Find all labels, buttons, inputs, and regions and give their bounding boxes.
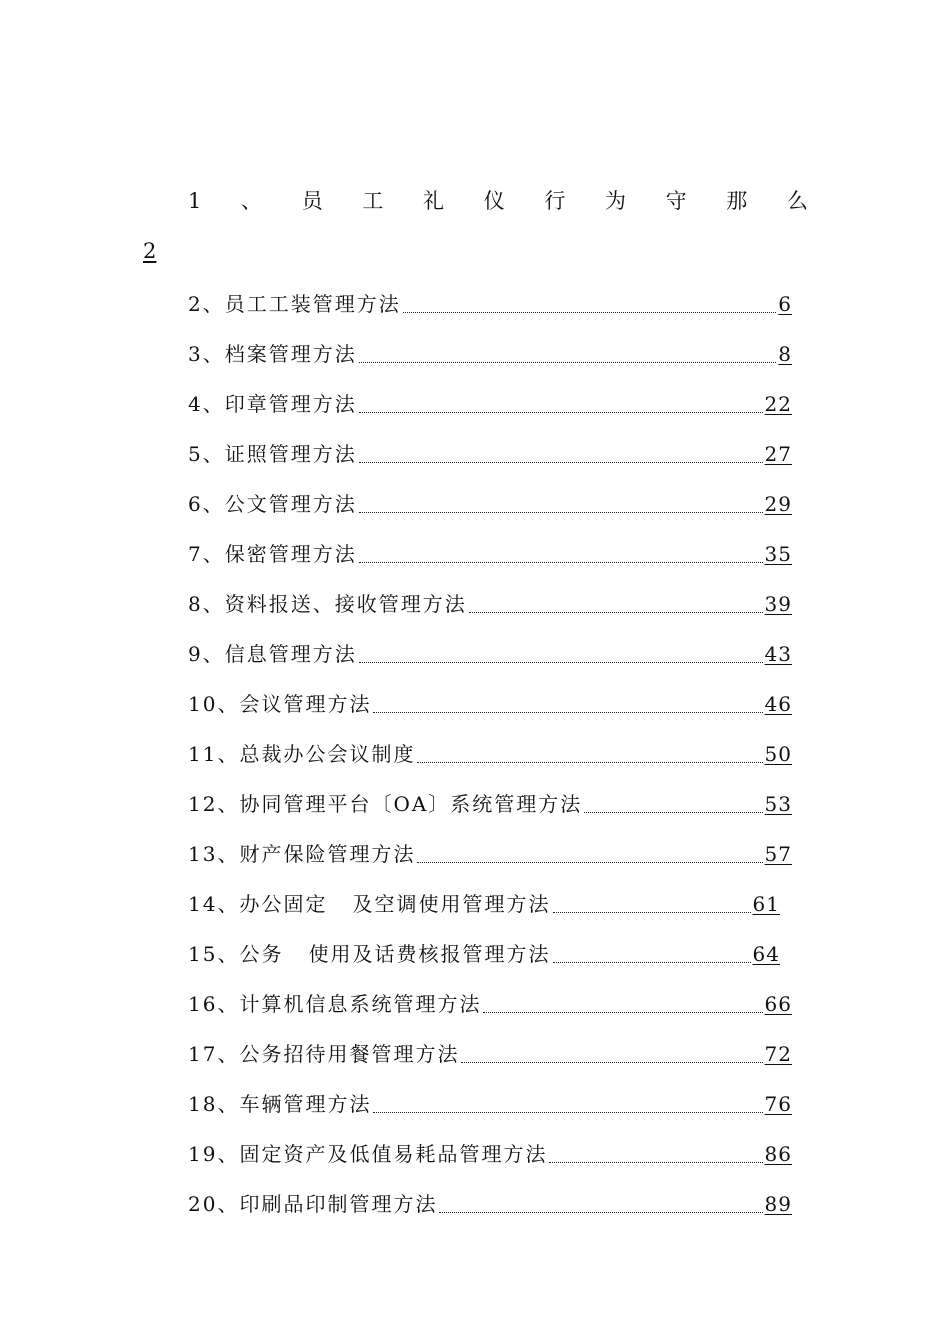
toc-entry-title: 18、车辆管理方法 — [188, 1092, 372, 1116]
toc-entry-1-char: 为 — [604, 189, 626, 213]
toc-entry[interactable] — [188, 336, 792, 368]
toc-entry-title: 5、证照管理方法 — [188, 442, 357, 466]
toc-entry-title: 7、保密管理方法 — [188, 542, 357, 566]
toc-leader-dots — [359, 511, 763, 513]
toc-entry[interactable] — [188, 1186, 792, 1218]
toc-entry-page-number: 46 — [764, 692, 792, 716]
toc-entry-page-number: 57 — [764, 842, 792, 866]
toc-leader-dots — [359, 561, 763, 563]
toc-leader-dots — [584, 811, 762, 813]
toc-entry-title: 9、信息管理方法 — [188, 642, 357, 666]
toc-entry-page-number: 64 — [752, 942, 780, 966]
toc-entry[interactable] — [188, 786, 792, 818]
toc-entry[interactable] — [188, 486, 792, 518]
toc-entry-page-number: 89 — [764, 1192, 792, 1216]
toc-entry-page-number: 43 — [764, 642, 792, 666]
toc-entry-page-number: 6 — [778, 292, 792, 316]
toc-leader-dots — [417, 761, 762, 763]
toc-leader-dots — [403, 311, 777, 313]
toc-entry[interactable] — [188, 736, 792, 768]
toc-entry[interactable] — [188, 1036, 792, 1068]
toc-leader-dots — [439, 1211, 762, 1213]
toc-entry[interactable] — [188, 1136, 792, 1168]
toc-entry[interactable] — [188, 586, 792, 618]
toc-entry-page-number: 27 — [764, 442, 792, 466]
toc-entry[interactable] — [188, 386, 792, 418]
toc-entry-page-number: 35 — [764, 542, 792, 566]
toc-entry-title: 14、办公固定 及空调使用管理方法 — [188, 892, 551, 916]
toc-leader-dots — [359, 661, 763, 663]
toc-entry-title: 8、资料报送、接收管理方法 — [188, 592, 467, 616]
toc-entry-1-page-number[interactable]: 2 — [143, 239, 157, 263]
toc-entry[interactable] — [188, 436, 792, 468]
toc-entry-title: 11、总裁办公会议制度 — [188, 742, 416, 766]
toc-entry-page-number: 61 — [752, 892, 780, 916]
toc-entry-page-number: 66 — [764, 992, 792, 1016]
toc-leader-dots — [469, 611, 763, 613]
toc-entry-1-title[interactable] — [188, 186, 808, 216]
toc-leader-dots — [553, 911, 751, 913]
toc-leader-dots — [359, 361, 777, 363]
toc-leader-dots — [359, 461, 763, 463]
toc-entry-page-number: 76 — [764, 1092, 792, 1116]
toc-entry-page-number: 86 — [764, 1142, 792, 1166]
toc-entry-page-number: 53 — [764, 792, 792, 816]
toc-entry-1-char: 么 — [786, 189, 808, 213]
toc-entry-page-number: 50 — [764, 742, 792, 766]
toc-entry-1-char: 行 — [544, 189, 566, 213]
toc-entry-title: 20、印刷品印制管理方法 — [188, 1192, 438, 1216]
toc-leader-dots — [417, 861, 762, 863]
toc-entry-title: 10、会议管理方法 — [188, 692, 372, 716]
toc-leader-dots — [373, 1111, 762, 1113]
toc-entry-1-char: 1 — [188, 189, 202, 213]
toc-entry[interactable] — [188, 286, 792, 318]
toc-entry-title: 17、公务招待用餐管理方法 — [188, 1042, 460, 1066]
toc-entry-1-char: 、 — [241, 189, 263, 213]
toc-entry-page-number: 22 — [764, 392, 792, 416]
toc-entry-1-char: 礼 — [423, 189, 444, 213]
toc-entry[interactable] — [188, 1086, 792, 1118]
toc-entry[interactable] — [188, 986, 792, 1018]
toc-entry-page-number: 8 — [778, 342, 792, 366]
toc-entry-title: 2、员工工装管理方法 — [188, 292, 401, 316]
toc-entry[interactable] — [188, 936, 780, 968]
toc-entry-title: 15、公务 使用及话费核报管理方法 — [188, 942, 551, 966]
toc-entry-page-number: 39 — [764, 592, 792, 616]
toc-leader-dots — [373, 711, 762, 713]
toc-leader-dots — [461, 1061, 762, 1063]
toc-entry-1-char: 员 — [301, 189, 323, 213]
toc-entry[interactable] — [188, 836, 792, 868]
toc-entry[interactable] — [188, 536, 792, 568]
toc-entry-page-number: 29 — [764, 492, 792, 516]
toc-entry-1-char: 工 — [362, 189, 384, 213]
toc-entry-1-char: 守 — [665, 189, 687, 213]
toc-entry[interactable] — [188, 686, 792, 718]
toc-entry-1-char: 仪 — [483, 189, 505, 213]
toc-entry-title: 3、档案管理方法 — [188, 342, 357, 366]
toc-leader-dots — [549, 1161, 762, 1163]
toc-entry-title: 6、公文管理方法 — [188, 492, 357, 516]
toc-entry-1-char: 那 — [726, 189, 748, 213]
toc-entry-title: 19、固定资产及低值易耗品管理方法 — [188, 1142, 548, 1166]
toc-entry-title: 4、印章管理方法 — [188, 392, 357, 416]
toc-leader-dots — [553, 961, 751, 963]
toc-entry-page-number: 72 — [764, 1042, 792, 1066]
toc-entry-title: 13、财产保险管理方法 — [188, 842, 416, 866]
toc-leader-dots — [483, 1011, 762, 1013]
toc-leader-dots — [359, 411, 763, 413]
toc-entry[interactable] — [188, 886, 780, 918]
toc-entry-title: 16、计算机信息系统管理方法 — [188, 992, 482, 1016]
toc-entry-title: 12、协同管理平台〔OA〕系统管理方法 — [188, 792, 583, 816]
toc-entry[interactable] — [188, 636, 792, 668]
